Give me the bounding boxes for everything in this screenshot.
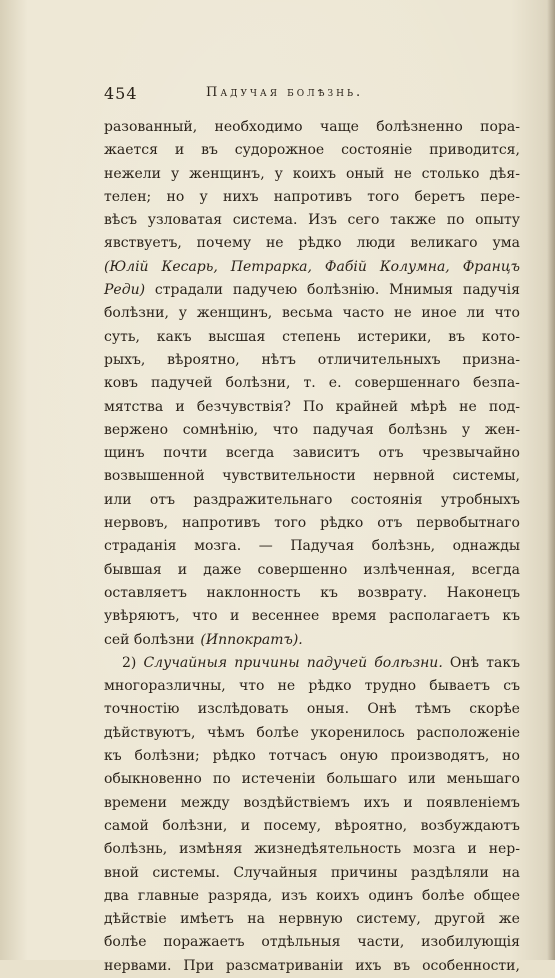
text-word: изобилующія: [421, 934, 520, 951]
text-word: и: [175, 398, 185, 415]
text-word: опыту: [475, 212, 520, 229]
text-word: точностію: [104, 701, 180, 718]
text-word: по: [212, 771, 231, 788]
text-word: меньшаго: [446, 771, 520, 788]
text-word: нервами.: [104, 957, 172, 974]
text-word: болѣзни.: [374, 654, 443, 671]
text-word: въ: [393, 957, 411, 974]
page-spine-shadow: [547, 0, 555, 960]
text-word: изъ: [281, 887, 308, 904]
text-line: [104, 605, 520, 628]
text-word: всегда: [225, 445, 275, 462]
text-word: вѣроятно,: [167, 351, 240, 368]
text-line: [104, 512, 520, 535]
text-word: не: [394, 165, 412, 182]
text-word: иное: [421, 305, 457, 322]
text-word: особенности,: [422, 957, 520, 974]
text-word: возбуждаютъ: [420, 817, 520, 834]
text-word: ихъ: [363, 794, 390, 811]
text-word: отъ: [377, 515, 403, 532]
text-word: состояніе: [341, 142, 413, 159]
text-word: время: [331, 608, 377, 625]
text-word: состоянія: [350, 491, 423, 508]
text-word: бываетъ: [429, 678, 491, 695]
text-word: нѣтъ: [261, 351, 296, 368]
text-word: ихъ: [355, 957, 382, 974]
text-word: общее: [473, 887, 520, 904]
text-word: воздѣйствіемъ: [243, 794, 350, 811]
text-line: [104, 256, 520, 279]
text-word: главные: [137, 887, 200, 904]
text-word: измѣняя: [179, 841, 243, 858]
text-word: жается: [104, 142, 158, 159]
text-word: мятства: [104, 398, 164, 415]
text-word: ли: [466, 305, 485, 322]
text-word: болѣе: [256, 724, 299, 741]
text-word: часто: [342, 305, 385, 322]
text-word: отъ: [149, 491, 175, 508]
text-word: что: [272, 421, 299, 438]
text-word: вѣроятно,: [334, 817, 408, 834]
text-word: высшая: [208, 328, 266, 345]
text-word: болѣзнь,: [104, 841, 168, 858]
text-line: [104, 582, 520, 605]
text-word: но: [166, 188, 185, 205]
text-word: Францъ: [462, 258, 520, 275]
text-word: вѣсъ: [104, 212, 138, 229]
text-word: беретъ: [414, 188, 466, 205]
text-word: падучей: [306, 654, 368, 671]
text-word: не: [459, 398, 477, 415]
text-word: Изъ: [308, 212, 337, 229]
text-word: системы.: [152, 864, 220, 881]
text-line: [104, 862, 520, 885]
text-word: ковъ: [104, 375, 138, 392]
text-word: Случайныя: [233, 864, 318, 881]
running-head: [104, 84, 520, 106]
text-line: [104, 186, 520, 209]
text-line: [104, 279, 520, 302]
text-word: такъ: [486, 654, 520, 671]
text-word: изслѣдовать: [197, 701, 289, 718]
text-word: и: [467, 841, 477, 858]
text-word: времени: [104, 794, 167, 811]
text-word: два: [104, 887, 129, 904]
text-word: (Иппократъ).: [200, 631, 303, 648]
text-word: самой: [104, 817, 149, 834]
text-word: женщинъ,: [189, 165, 265, 182]
text-line: [104, 559, 520, 582]
body-text: [104, 116, 520, 978]
text-word: рѣдко: [308, 678, 352, 695]
text-word: обыкновенно: [104, 771, 202, 788]
text-word: дѣйствуютъ,: [104, 724, 196, 741]
text-word: нежели: [104, 165, 162, 182]
text-word: у: [170, 165, 180, 182]
text-word: судорожное: [234, 142, 325, 159]
text-line: [104, 116, 520, 139]
text-word: вержено: [104, 421, 169, 438]
text-word: того: [367, 188, 400, 205]
text-word: увѣряютъ,: [104, 608, 180, 625]
text-word: дѣя-: [489, 165, 520, 182]
text-line: [104, 698, 520, 721]
text-word: вной: [104, 864, 139, 881]
text-word: дѣйствіе: [104, 911, 167, 928]
text-word: раздѣляли: [410, 864, 489, 881]
text-word: болѣзни,: [225, 375, 291, 392]
text-word: болѣзнь: [388, 421, 448, 438]
text-word: рыхъ,: [104, 351, 146, 368]
text-word: скорѣе: [469, 701, 520, 718]
text-word: не: [277, 678, 296, 695]
text-word: первобытнаго: [416, 515, 520, 532]
text-word: (Юлій: [104, 258, 149, 275]
text-line: [104, 326, 520, 349]
text-word: система.: [232, 212, 298, 229]
text-word: При: [183, 957, 214, 974]
text-word: систему,: [356, 911, 421, 928]
text-word: призна-: [462, 351, 520, 368]
text-word: ума: [492, 235, 520, 252]
text-word: весеннее: [251, 608, 320, 625]
text-line: [104, 396, 520, 419]
page-number: 454: [104, 84, 138, 103]
text-line: [104, 955, 520, 978]
text-line: [104, 442, 520, 465]
text-word: оную: [339, 748, 378, 765]
text-line: [104, 931, 520, 954]
text-word: рѣдко: [298, 235, 342, 252]
text-line: [104, 792, 520, 815]
text-line: [104, 349, 520, 372]
text-word: излѣченная,: [363, 561, 456, 578]
text-word: нервную: [278, 911, 343, 928]
text-word: зависитъ: [292, 445, 360, 462]
text-word: что: [494, 305, 520, 322]
text-word: системы,: [452, 468, 520, 485]
text-word: степень: [282, 328, 341, 345]
text-word: съ: [503, 678, 520, 695]
text-word: какъ: [156, 328, 192, 345]
text-word: кото-: [481, 328, 520, 345]
text-word: Онѣ: [449, 654, 480, 671]
text-word: по: [446, 212, 465, 229]
text-word: напротивъ: [182, 515, 261, 532]
text-word: Колумна,: [379, 258, 450, 275]
text-word: многоразличны,: [104, 678, 226, 695]
text-word: жен-: [484, 421, 520, 438]
text-word: падучія: [462, 282, 520, 299]
text-line: [104, 465, 520, 488]
text-word: въ: [201, 142, 218, 159]
text-word: однажды: [452, 538, 520, 555]
text-word: столько: [421, 165, 480, 182]
text-word: имѣетъ: [180, 911, 234, 928]
text-word: почему: [196, 235, 252, 252]
text-word: суть,: [104, 328, 140, 345]
text-word: чрезвычайно: [422, 445, 520, 462]
text-word: и: [230, 608, 240, 625]
text-word: отъ: [378, 445, 404, 462]
text-word: также: [390, 212, 437, 229]
text-word: истеченіи: [241, 771, 316, 788]
text-word: под-: [488, 398, 520, 415]
text-word: Случайныя: [143, 654, 228, 671]
text-word: е.: [328, 375, 342, 392]
text-word: разряда,: [208, 887, 273, 904]
text-word: т.: [303, 375, 316, 392]
text-word: коихъ: [316, 887, 360, 904]
text-word: и: [174, 142, 185, 159]
text-word: Наконецъ: [446, 584, 520, 601]
text-word: укоренилось: [310, 724, 405, 741]
text-word: у: [461, 421, 471, 438]
text-line: [104, 768, 520, 791]
text-word: крайней: [335, 398, 399, 415]
text-word: явствуетъ,: [104, 235, 182, 252]
text-word: расположеніе: [416, 724, 520, 741]
text-word: отличительныхъ: [317, 351, 441, 368]
text-word: или: [104, 491, 132, 508]
text-word: бывшая: [104, 561, 162, 578]
text-word: посему,: [263, 817, 322, 834]
text-word: раздражительнаго: [193, 491, 333, 508]
text-word: совершеннаго: [354, 375, 461, 392]
text-word: истерики,: [357, 328, 432, 345]
text-word: падучею: [232, 282, 298, 299]
text-word: сего: [347, 212, 380, 229]
text-line: [104, 209, 520, 232]
text-line: [104, 302, 520, 325]
text-word: причины: [234, 654, 300, 671]
text-line: [104, 675, 520, 698]
text-word: оныя.: [306, 701, 350, 718]
text-word: чаще: [319, 119, 359, 135]
text-word: что: [192, 608, 218, 625]
text-word: нихъ: [223, 188, 259, 205]
text-word: мозга.: [194, 538, 242, 555]
text-word: почти: [163, 445, 208, 462]
text-word: пора-: [480, 119, 520, 135]
text-word: и: [403, 794, 413, 811]
text-word: болѣзни;: [134, 748, 200, 765]
text-word: чувствительности: [222, 468, 356, 485]
text-word: возвышенной: [104, 468, 205, 485]
text-word: телен;: [104, 188, 152, 205]
text-word: большаго: [326, 771, 398, 788]
text-word: коихъ: [292, 165, 337, 182]
text-word: же: [498, 911, 520, 928]
text-word: располагаетъ: [389, 608, 490, 625]
text-word: наклонность: [206, 584, 301, 601]
text-word: безпа-: [473, 375, 520, 392]
text-word: и: [177, 561, 188, 578]
text-word: трудно: [364, 678, 417, 695]
text-word: разованный,: [104, 119, 198, 135]
text-word: По: [303, 398, 324, 415]
text-line: [104, 489, 520, 512]
text-line: [104, 232, 520, 255]
text-word: на: [247, 911, 265, 928]
text-word: чѣмъ: [207, 724, 245, 741]
text-word: напротивъ: [273, 188, 353, 205]
text-line: [104, 652, 520, 675]
text-line: [104, 163, 520, 186]
text-word: весьма: [281, 305, 333, 322]
text-word: болѣзни,: [104, 305, 169, 322]
text-word: не: [265, 235, 284, 252]
text-word: производятъ,: [390, 748, 490, 765]
text-word: нервной: [373, 468, 435, 485]
text-word: у: [199, 188, 208, 205]
text-word: причины: [330, 864, 398, 881]
text-word: —: [258, 538, 273, 555]
text-word: болѣзненно: [376, 119, 463, 135]
text-word: щинъ: [104, 445, 145, 462]
text-word: Кесарь,: [161, 258, 218, 275]
text-word: нер-: [488, 841, 520, 858]
text-word: къ: [104, 748, 122, 765]
text-line: [104, 139, 520, 162]
text-word: Онѣ: [367, 701, 397, 718]
text-word: совершенно: [257, 561, 348, 578]
text-word: рѣдко: [212, 748, 256, 765]
text-word: болѣе: [104, 934, 147, 951]
text-line: [104, 535, 520, 558]
text-word: люди: [356, 235, 396, 252]
text-word: всегда: [471, 561, 520, 578]
text-word: Реди): [104, 282, 146, 299]
text-word: великаго: [410, 235, 478, 252]
text-word: узловатая: [147, 212, 223, 229]
text-word: и: [240, 817, 251, 834]
text-word: сомнѣнію,: [182, 421, 259, 438]
text-line: [104, 722, 520, 745]
text-word: Падучая: [290, 538, 355, 555]
text-word: страдали: [154, 282, 224, 299]
text-word: женщинъ,: [196, 305, 273, 322]
text-word: необходимо: [214, 119, 303, 135]
text-line: [104, 885, 520, 908]
text-word: жизнедѣятельность: [254, 841, 402, 858]
text-word: тѣмъ: [414, 701, 451, 718]
text-word: но: [502, 748, 520, 765]
text-word: приводится,: [429, 142, 520, 159]
text-word: 2): [122, 654, 137, 671]
text-word: падучая: [312, 421, 374, 438]
text-word: въ: [448, 328, 466, 345]
text-word: на: [502, 864, 520, 881]
text-word: того: [274, 515, 307, 532]
text-word: одинъ: [368, 887, 414, 904]
header-title: Падучая болѣзнь.: [206, 85, 364, 100]
text-word: что: [238, 678, 265, 695]
text-word: отдѣльныя: [261, 934, 341, 951]
text-word: болѣзнь,: [371, 538, 436, 555]
text-word: мѣрѣ: [410, 398, 447, 415]
text-word: у: [274, 165, 283, 182]
text-word: Петрарка,: [230, 258, 312, 275]
text-word: оный: [345, 165, 385, 182]
text-line: [104, 629, 520, 652]
text-word: безчувствія?: [196, 398, 291, 415]
text-word: болѣзни,: [162, 817, 228, 834]
text-line: [104, 838, 520, 861]
text-word: болѣзнію.: [307, 282, 380, 299]
text-word: пере-: [480, 188, 520, 205]
text-word: даже: [203, 561, 242, 578]
text-word: мозга: [412, 841, 456, 858]
text-line: [104, 815, 520, 838]
text-word: другой: [434, 911, 486, 928]
text-word: падучей: [151, 375, 213, 392]
text-word: у: [178, 305, 187, 322]
text-word: части,: [357, 934, 405, 951]
text-word: утробныхъ: [440, 491, 520, 508]
text-line: [104, 419, 520, 442]
text-line: [104, 908, 520, 931]
text-word: не: [393, 305, 412, 322]
text-word: оставляетъ: [104, 584, 187, 601]
text-word: Фабій: [324, 258, 367, 275]
text-word: возврату.: [357, 584, 428, 601]
text-line: [104, 372, 520, 395]
text-word: сей болѣзни: [104, 631, 195, 648]
text-word: рѣдко: [320, 515, 364, 532]
text-word: разсматриваніи: [225, 957, 344, 974]
text-word: поражаетъ: [163, 934, 245, 951]
text-word: болѣе: [422, 887, 465, 904]
text-word: страданія: [104, 538, 177, 555]
text-word: тотчасъ: [268, 748, 327, 765]
text-word: или: [408, 771, 436, 788]
text-word: между: [180, 794, 230, 811]
text-word: появленіемъ: [426, 794, 520, 811]
text-word: къ: [320, 584, 338, 601]
text-word: нервовъ,: [104, 515, 169, 532]
text-word: къ: [502, 608, 520, 625]
text-line: [104, 745, 520, 768]
text-word: Мнимыя: [389, 282, 454, 299]
